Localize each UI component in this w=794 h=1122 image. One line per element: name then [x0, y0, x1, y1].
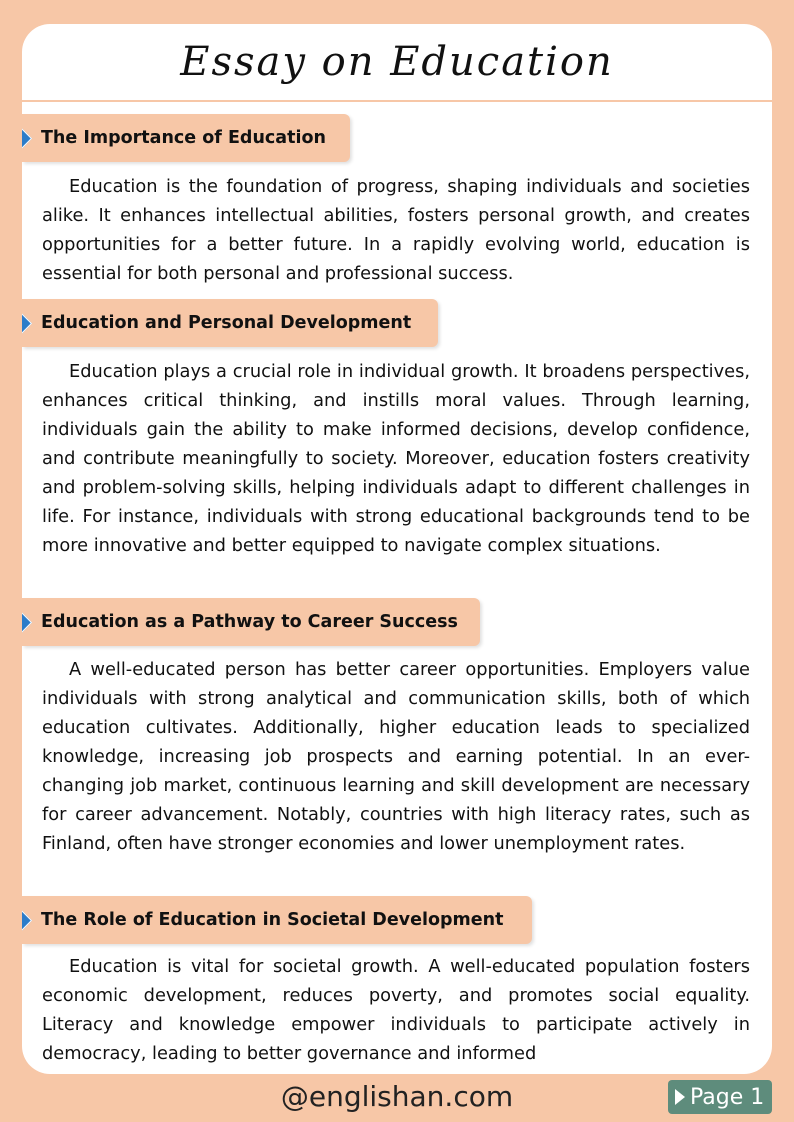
title-bar [22, 24, 772, 102]
footer-website: @englishan.com [280, 1080, 514, 1113]
section-heading-label: Education and Personal Development [41, 313, 412, 333]
diamond-bullet-icon [22, 127, 32, 148]
page-number-label: Page 1 [690, 1084, 765, 1110]
section-paragraph-3: A well-educated person has better career opportunities. Employers value individuals with strong analytical and communication skills, both of which education cultivates. Additionally, higher education leads to specialized knowledge, increasing job prospects and earning potential. In an ever-changing job market, continuous learning and skill development are necessary for career advancement. Notably, countries with high literacy rates, such as Finland, often have stronger economies and lower unemployment rates. [42, 659, 750, 854]
diamond-bullet-icon [22, 909, 32, 930]
section-heading-1 [22, 114, 350, 162]
section-heading-3 [22, 598, 480, 646]
section-heading-2 [22, 299, 438, 347]
section-paragraph-4: Education is vital for societal growth. A well-educated population fosters economic development, reduces poverty, and promotes social equality. Literacy and knowledge empower individuals to participate actively in democracy, leading to better governance and informed [42, 956, 750, 1064]
section-paragraph-1: Education is the foundation of progress, shaping individuals and societies alike. It enhances intellectual abilities, fosters personal growth, and creates opportunities for a better future. In a rapidly evolving world, education is essential for both personal and professional success. [42, 176, 750, 284]
section-heading-label: The Importance of Education [41, 128, 326, 148]
diamond-bullet-icon [22, 312, 32, 333]
page-number-badge [668, 1080, 772, 1114]
arrow-right-icon [675, 1089, 685, 1105]
section-heading-4 [22, 896, 532, 944]
section-paragraph-2: Education plays a crucial role in individual growth. It broadens perspectives, enhances critical thinking, and instills moral values. Through learning, individuals gain the ability to make informed decisions, develop confidence, and contribute meaningfully to society. Moreover, education fosters creativity and problem-solving skills, helping individuals adapt to different challenges in life. For instance, individuals with strong educational backgrounds tend to be more innovative and better equipped to navigate complex situations. [42, 361, 750, 556]
page-title: Essay on Education [180, 39, 614, 85]
essay-sheet [22, 24, 772, 1074]
section-heading-label: Education as a Pathway to Career Success [41, 612, 458, 632]
section-heading-label: The Role of Education in Societal Development [41, 910, 504, 930]
diamond-bullet-icon [22, 611, 32, 632]
